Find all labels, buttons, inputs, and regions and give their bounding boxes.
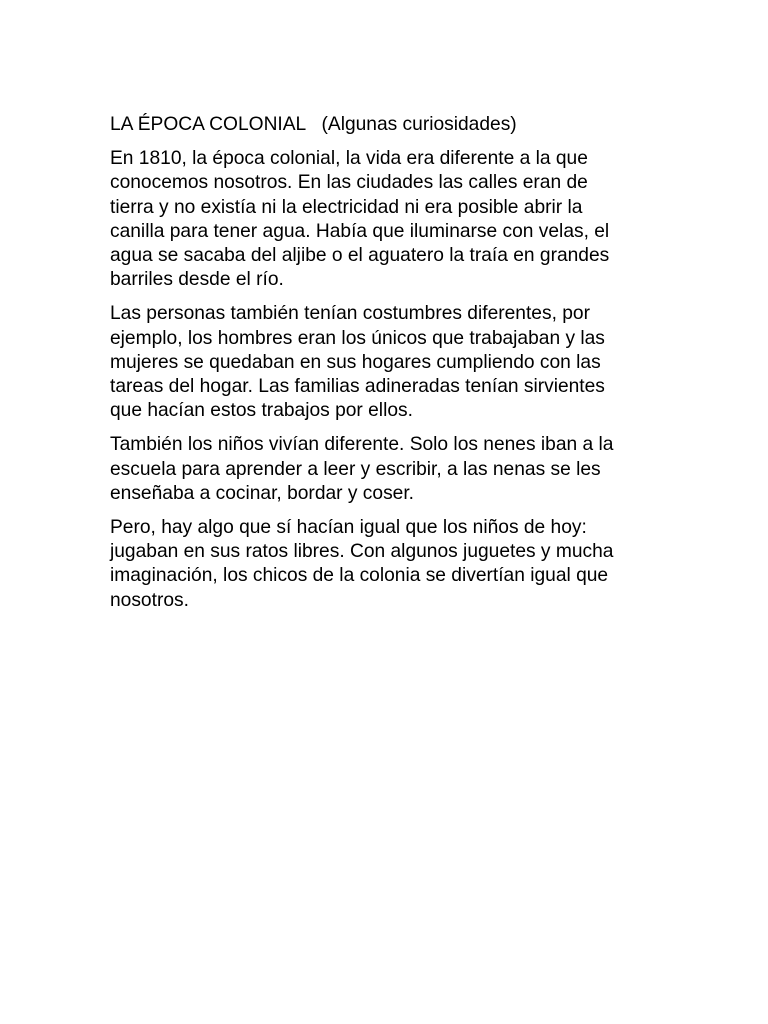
paragraph-line: enseñaba a cocinar, bordar y coser. <box>110 482 414 504</box>
paragraph-line: imaginación, los chicos de la colonia se divertían igual que <box>110 565 609 587</box>
paragraph-line: nosotros. <box>110 589 189 611</box>
paragraph-line: ejemplo, los hombres eran los únicos que trabajaban y las <box>110 327 605 349</box>
paragraph-line: Las personas también tenían costumbres diferentes, por <box>110 303 590 325</box>
paragraph-line: También los niños vivían diferente. Solo los nenes iban a la <box>110 434 614 456</box>
paragraph-line: agua se sacaba del aljibe o el aguatero la traía en grandes <box>110 245 610 267</box>
paragraph-line: escuela para aprender a leer y escribir, a las nenas se les <box>110 458 601 480</box>
document-body <box>110 113 666 623</box>
paragraph-line: mujeres se quedaban en sus hogares cumpliendo con las <box>110 351 601 373</box>
paragraph-line: jugaban en sus ratos libres. Con algunos juguetes y mucha <box>110 541 614 563</box>
paragraph-line: En 1810, la época colonial, la vida era diferente a la que <box>110 148 588 170</box>
paragraph-1 <box>110 147 666 292</box>
paragraph-line: tierra y no existía ni la electricidad ni era posible abrir la <box>110 196 583 218</box>
paragraph-line: Pero, hay algo que sí hacían igual que los niños de hoy: <box>110 517 587 539</box>
paragraph-line: barriles desde el río. <box>110 269 284 291</box>
paragraph-line: conocemos nosotros. En las ciudades las calles eran de <box>110 172 588 194</box>
paragraph-line: que hacían estos trabajos por ellos. <box>110 400 413 422</box>
paragraph-4 <box>110 516 666 613</box>
paragraph-line: tareas del hogar. Las familias adineradas tenían sirvientes <box>110 376 605 398</box>
paragraph-2 <box>110 302 666 423</box>
document-title: LA ÉPOCA COLONIAL (Algunas curiosidades) <box>110 114 517 135</box>
paragraph-3 <box>110 433 666 506</box>
paragraph-line: canilla para tener agua. Había que iluminarse con velas, el <box>110 220 610 242</box>
